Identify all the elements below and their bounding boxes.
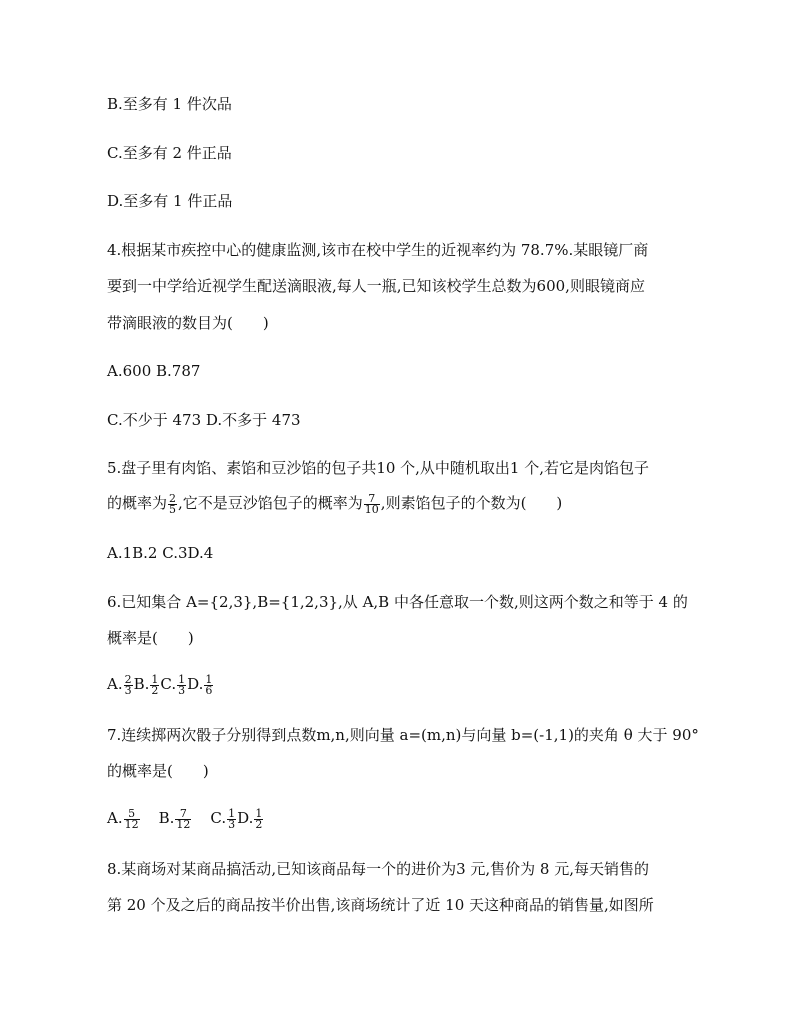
question-5-line-1: 5.盘子里有肉馅、素馅和豆沙馅的包子共10 个,从中随机取出1 个,若它是肉馅包子 bbox=[107, 459, 650, 477]
q6-option-a-label: A. bbox=[107, 675, 123, 693]
q6-option-d-fraction bbox=[204, 672, 213, 697]
q6-d-den: 6 bbox=[205, 683, 213, 697]
q5-fraction-2-den: 10 bbox=[364, 502, 379, 516]
option-c-q3: C.至多有 2 件正品 bbox=[107, 144, 232, 162]
question-7-options bbox=[107, 808, 264, 830]
q6-a-num: 2 bbox=[124, 672, 132, 686]
question-5-line-2 bbox=[107, 493, 562, 515]
q6-b-num: 1 bbox=[151, 672, 159, 686]
q7-option-d-label: D. bbox=[237, 809, 254, 827]
question-8-line-2: 第 20 个及之后的商品按半价出售,该商场统计了近 10 天这种商品的销售量,如图所 bbox=[107, 896, 654, 914]
q6-option-d-label: D. bbox=[187, 675, 204, 693]
question-7-line-1: 7.连续掷两次骰子分别得到点数m,n,则向量 a=(m,n)与向量 b=(-1,1)的夹角 θ 大于 90° bbox=[107, 726, 699, 744]
q7-option-b-label: B. bbox=[158, 809, 175, 827]
question-7-line-2: 的概率是( ) bbox=[107, 762, 209, 780]
q7-option-c-label: C. bbox=[210, 809, 227, 827]
q7-b-den: 12 bbox=[176, 817, 191, 831]
q5-fraction-1-den: 5 bbox=[169, 502, 177, 516]
q6-b-den: 2 bbox=[151, 683, 159, 697]
option-d-q3: D.至多有 1 件正品 bbox=[107, 192, 233, 210]
question-4-line-3: 带滴眼液的数目为( ) bbox=[107, 314, 269, 332]
q7-d-den: 2 bbox=[255, 817, 263, 831]
q6-option-c-label: C. bbox=[160, 675, 177, 693]
q7-c-num: 1 bbox=[228, 806, 236, 820]
q6-c-num: 1 bbox=[178, 672, 186, 686]
question-6-line-2: 概率是( ) bbox=[107, 629, 194, 647]
question-4-line-1: 4.根据某市疾控中心的健康监测,该市在校中学生的近视率约为 78.7%.某眼镜厂商 bbox=[107, 241, 649, 259]
q6-c-den: 3 bbox=[178, 683, 186, 697]
q7-option-d-fraction bbox=[254, 806, 263, 831]
question-4-options-cd: C.不少于 473 D.不多于 473 bbox=[107, 411, 301, 429]
q7-option-a-label: A. bbox=[107, 809, 123, 827]
q5-text-2: ,它不是豆沙馅包子的概率为 bbox=[178, 494, 363, 512]
q7-option-b-fraction bbox=[175, 806, 191, 831]
question-5-options: A.1B.2 C.3D.4 bbox=[107, 544, 214, 562]
q6-option-b-label: B. bbox=[133, 675, 150, 693]
q7-a-den: 12 bbox=[124, 817, 139, 831]
q7-option-c-fraction bbox=[227, 806, 236, 831]
q7-b-num: 7 bbox=[175, 809, 191, 820]
question-4-line-2: 要到一中学给近视学生配送滴眼液,每人一瓶,已知该校学生总数为600,则眼镜商应 bbox=[107, 277, 645, 295]
q7-d-num: 1 bbox=[255, 806, 263, 820]
q7-c-den: 3 bbox=[228, 817, 236, 831]
question-4-options-ab: A.600 B.787 bbox=[107, 362, 201, 380]
question-6-options bbox=[107, 674, 214, 696]
q5-fraction-2-num: 7 bbox=[364, 494, 380, 505]
q7-option-a-fraction bbox=[124, 806, 140, 831]
q6-option-a-fraction bbox=[124, 672, 133, 697]
q6-a-den: 3 bbox=[124, 683, 132, 697]
q6-option-b-fraction bbox=[150, 672, 159, 697]
q5-text-1: 的概率为 bbox=[107, 494, 168, 512]
q5-fraction-1-num: 2 bbox=[169, 491, 177, 505]
q6-option-c-fraction bbox=[177, 672, 186, 697]
question-6-line-1: 6.已知集合 A={2,3},B={1,2,3},从 A,B 中各任意取一个数,则这两个数之和等于 4 的 bbox=[107, 593, 688, 611]
q6-d-num: 1 bbox=[205, 672, 213, 686]
q5-text-3: ,则素馅包子的个数为( ) bbox=[380, 494, 563, 512]
q5-fraction-1 bbox=[168, 491, 177, 516]
option-b-q3: B.至多有 1 件次品 bbox=[107, 95, 232, 113]
q7-a-num: 5 bbox=[124, 809, 140, 820]
question-8-line-1: 8.某商场对某商品搞活动,已知该商品每一个的进价为3 元,售价为 8 元,每天销售的 bbox=[107, 860, 650, 878]
q5-fraction-2 bbox=[364, 491, 380, 516]
